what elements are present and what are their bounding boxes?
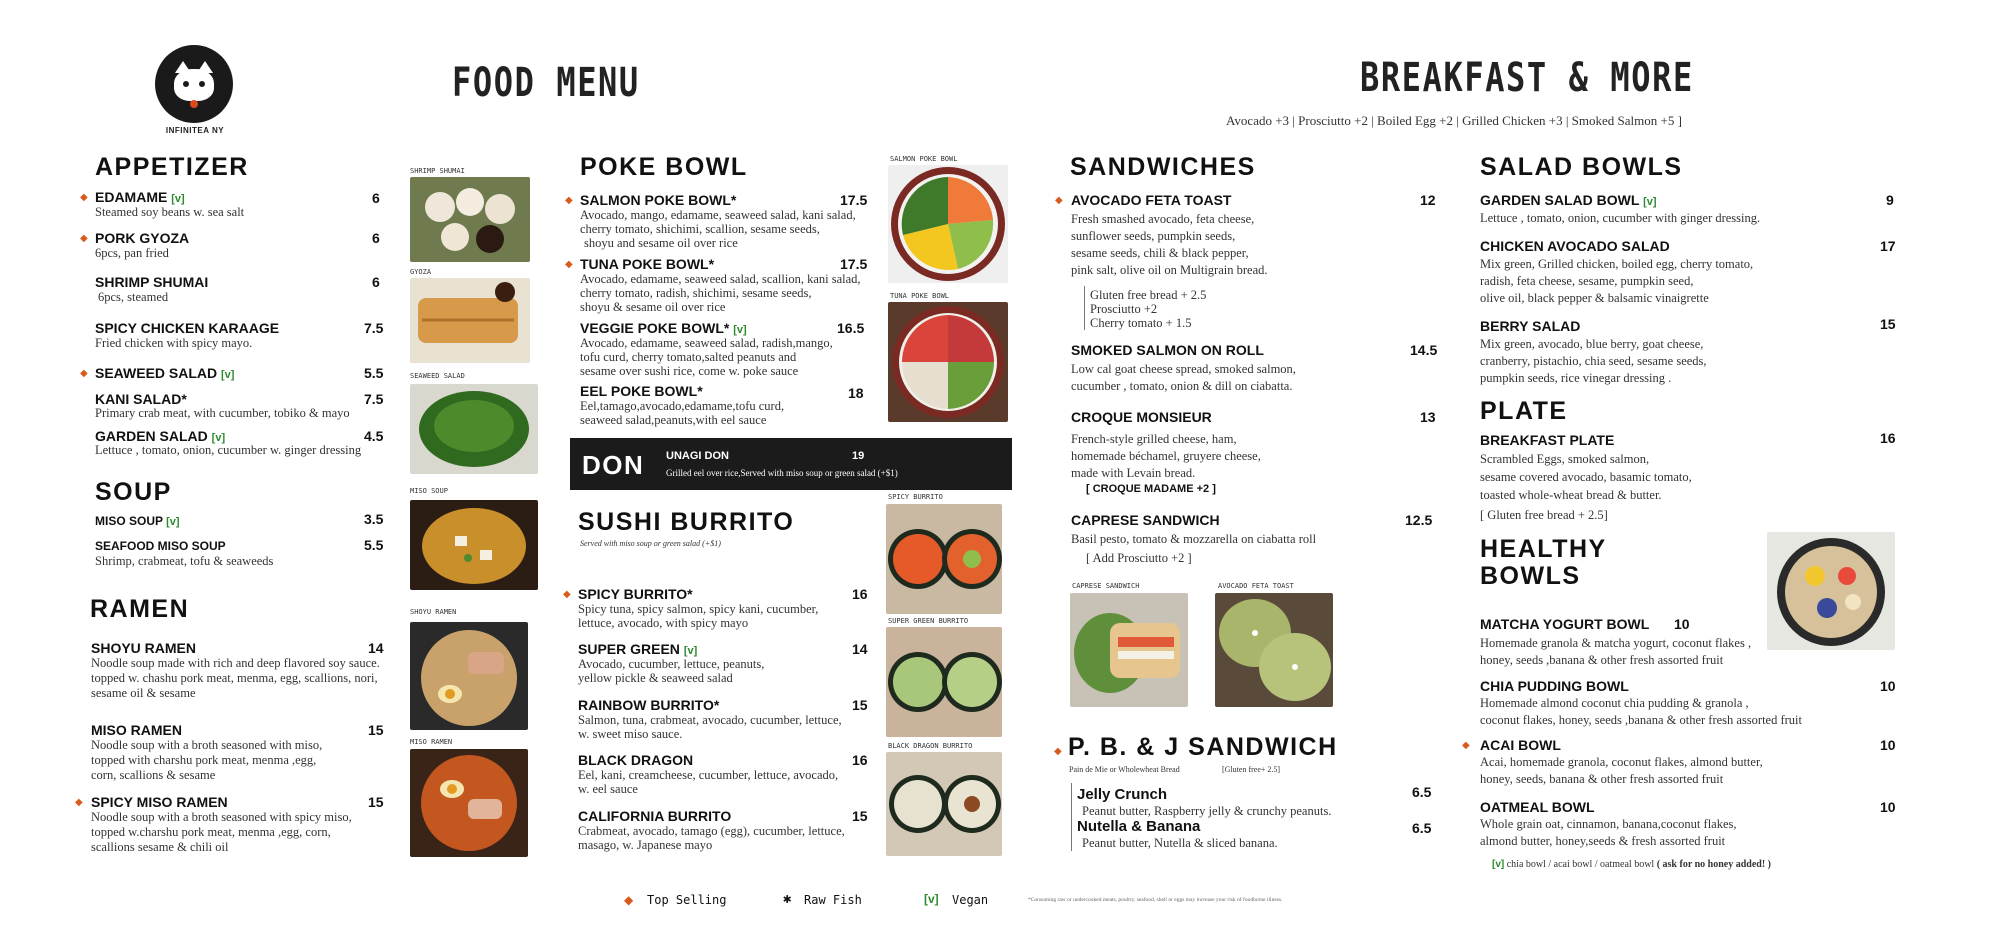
menu-item-desc: Basil pesto, tomato & mozzarella on ciabatta roll [1071, 532, 1317, 546]
menu-item-desc: corn, scallions & sesame [91, 768, 216, 782]
menu-item-desc: Spicy tuna, spicy salmon, spicy kani, cucumber, [578, 602, 819, 616]
caprese-sandwich-photo [1070, 593, 1188, 707]
photo-label: GYOZA [410, 268, 432, 276]
menu-item-name: SPICY MISO RAMEN [91, 794, 228, 810]
breakfast-title: BREAKFAST & MORE [1360, 55, 1694, 101]
menu-item-desc: Eel, kani, creamcheese, cucumber, lettuce, avocado, [578, 768, 839, 782]
pbj-bread-options: Pain de Mie or Wholewheat Bread [1069, 765, 1180, 774]
don-heading: DON [582, 450, 645, 480]
menu-item-name: CROQUE MONSIEUR [1071, 409, 1212, 425]
seaweed-salad-photo [410, 384, 538, 474]
menu-item-name: BLACK DRAGON [578, 752, 694, 768]
menu-item-price: 17.5 [840, 192, 868, 208]
menu-item-price: 14 [368, 640, 384, 656]
menu-item-name: GARDEN SALAD [v] [95, 428, 226, 444]
don-banner [570, 438, 1012, 490]
menu-item-price: 15 [852, 808, 868, 824]
salad-bowls-heading: SALAD BOWLS [1480, 153, 1683, 181]
sandwiches-heading: SANDWICHES [1070, 153, 1256, 181]
addon-option: Gluten free bread + 2.5 [1090, 288, 1207, 302]
menu-item-name: SPICY BURRITO* [578, 586, 693, 602]
menu-item-price: 7.5 [364, 391, 384, 407]
legend-top-selling: Top Selling [647, 893, 727, 907]
menu-item-name: BERRY SALAD [1480, 318, 1581, 334]
menu-item-desc: homemade béchamel, gruyere cheese, [1071, 449, 1261, 463]
cat-bell [190, 100, 198, 108]
brand-logo [155, 45, 233, 123]
menu-item-name: SHRIMP SHUMAI [95, 274, 209, 290]
menu-item-price: 12 [1420, 192, 1436, 208]
menu-item-name: PORK GYOZA [95, 230, 190, 246]
plate-heading: PLATE [1480, 397, 1568, 425]
menu-item-desc: shoyu & sesame oil over rice [580, 300, 726, 314]
menu-item-name: MISO RAMEN [91, 722, 182, 738]
menu-item-name: CHIA PUDDING BOWL [1480, 678, 1629, 694]
menu-item-desc: Lettuce , tomato, onion, cucumber with ginger dressing. [1480, 211, 1761, 225]
menu-item-desc: honey, seeds ,banana & other fresh assorted fruit [1480, 653, 1724, 667]
menu-item-desc: pumpkin seeds, rice vinegar dressing . [1480, 371, 1672, 385]
photo-label: SUPER GREEN BURRITO [888, 617, 969, 625]
menu-item-name: RAINBOW BURRITO* [578, 697, 720, 713]
menu-item-desc: olive oil, black pepper & balsamic vinaigrette [1480, 291, 1709, 305]
menu-item-desc: cherry tomato, shichimi, scallion, sesame seeds, [580, 222, 820, 236]
menu-item-desc: Primary crab meat, with cucumber, tobiko & mayo [95, 406, 350, 420]
top-selling-marker: ◆ [80, 368, 88, 379]
addon-bracket [1084, 286, 1085, 330]
photo-label: SHOYU RAMEN [410, 608, 457, 616]
menu-item-desc: tofu curd, cherry tomato,salted peanuts and [580, 350, 797, 364]
raw-food-disclaimer: *Consuming raw or undercooked meats, poultry, seafood, shell or eggs may increase your risk of foodborne illness. [1028, 897, 1283, 903]
photo-label: MISO RAMEN [410, 738, 453, 746]
menu-item-desc: Fresh smashed avocado, feta cheese, [1071, 212, 1255, 226]
addon-option: Prosciutto +2 [1090, 302, 1158, 316]
menu-item-desc: sunflower seeds, pumpkin seeds, [1071, 229, 1236, 243]
addon-option: [ Add Prosciutto +2 ] [1086, 551, 1192, 565]
sushi-burrito-heading: SUSHI BURRITO [578, 508, 795, 536]
menu-item-desc: radish, feta cheese, sesame, pumpkin seed, [1480, 274, 1694, 288]
menu-item-price: 16.5 [837, 320, 865, 336]
cat-eye-left [183, 81, 189, 87]
menu-item-name: Jelly Crunch [1077, 786, 1168, 803]
honey-note: [v] chia bowl / acai bowl / oatmeal bowl ( ask for no honey added! ) [1492, 859, 1771, 870]
menu-item-price: 6 [372, 190, 380, 206]
shoyu-ramen-photo [410, 622, 528, 730]
menu-item-desc: lettuce, avocado, with spicy mayo [578, 616, 749, 630]
menu-item-price: 17 [1880, 238, 1896, 254]
menu-item-name: CAPRESE SANDWICH [1071, 512, 1220, 528]
menu-item-desc: Avocado, edamame, seaweed salad, scallion, kani salad, [580, 272, 861, 286]
menu-item-price: 16 [1880, 430, 1896, 446]
addon-option: [ Gluten free bread + 2.5] [1480, 508, 1608, 522]
menu-item-desc: 6pcs, pan fried [95, 246, 169, 260]
menu-item-price: 9 [1886, 192, 1894, 208]
menu-item-desc: Grilled eel over rice,Served with miso soup or green salad (+$1) [666, 468, 898, 478]
spicy-burrito-photo [886, 504, 1002, 614]
addon-option: Cherry tomato + 1.5 [1090, 316, 1192, 330]
photo-label: MISO SOUP [410, 487, 448, 495]
menu-item-name: TUNA POKE BOWL* [580, 256, 715, 272]
menu-item-name: AVOCADO FETA TOAST [1071, 192, 1232, 208]
menu-item-desc: Lettuce , tomato, onion, cucumber w. ginger dressing [95, 443, 362, 457]
menu-item-desc: sesame oil & sesame [91, 686, 196, 700]
brand-name: INFINITEA NY [165, 126, 225, 135]
menu-item-desc: shoyu and sesame oil over rice [584, 236, 738, 250]
menu-item-price: 10 [1880, 678, 1896, 694]
menu-item-price: 6.5 [1412, 784, 1432, 800]
menu-item-desc: Scrambled Eggs, smoked salmon, [1480, 452, 1650, 466]
menu-item-name: GARDEN SALAD BOWL [v] [1480, 192, 1657, 208]
shrimp-shumai-photo [410, 177, 530, 262]
menu-item-desc: made with Levain bread. [1071, 466, 1196, 480]
black-dragon-burrito-photo [886, 752, 1002, 856]
legend-vegan-symbol: [v] [924, 892, 939, 906]
super-green-burrito-photo [886, 627, 1002, 737]
cat-face [174, 69, 214, 101]
legend-vegan: Vegan [952, 893, 989, 907]
menu-item-desc: Noodle soup with a broth seasoned with spicy miso, [91, 810, 352, 824]
menu-item-price: 14.5 [1410, 342, 1438, 358]
food-menu-title: FOOD MENU [452, 60, 640, 106]
menu-item-price: 13 [1420, 409, 1436, 425]
gyoza-photo [410, 278, 530, 363]
menu-item-desc: Avocado, cucumber, lettuce, peanuts, [578, 657, 765, 671]
menu-item-price: 19 [852, 450, 865, 462]
legend-top-selling-marker: ◆ [624, 893, 634, 907]
menu-item-desc: Noodle soup with a broth seasoned with miso, [91, 738, 323, 752]
menu-item-price: 3.5 [364, 511, 384, 527]
burrito-subtitle: Served with miso soup or green salad (+$1) [580, 539, 721, 548]
menu-item-desc: Avocado, edamame, seaweed salad, radish,mango, [580, 336, 833, 350]
menu-item-desc: cherry tomato, radish, shichimi, sesame seeds, [580, 286, 812, 300]
menu-item-desc: Homemade almond coconut chia pudding & granola , [1480, 696, 1749, 710]
menu-item-price: 6 [372, 230, 380, 246]
menu-item-desc: Steamed soy beans w. sea salt [95, 205, 245, 219]
menu-item-price: 15 [368, 722, 384, 738]
menu-item-desc: Mix green, avocado, blue berry, goat cheese, [1480, 337, 1704, 351]
menu-item-desc: Acai, homemade granola, coconut flakes, almond butter, [1480, 755, 1763, 769]
top-selling-marker: ◆ [565, 259, 573, 270]
menu-item-desc: cranberry, pistachio, chia seed, sesame seeds, [1480, 354, 1707, 368]
menu-item-desc: pink salt, olive oil on Multigrain bread. [1071, 263, 1268, 277]
menu-item-desc: French-style grilled cheese, ham, [1071, 432, 1237, 446]
top-selling-marker: ◆ [1462, 740, 1470, 751]
menu-item-desc: w. eel sauce [578, 782, 638, 796]
top-selling-marker: ◆ [565, 195, 573, 206]
menu-item-desc: 6pcs, steamed [98, 290, 169, 304]
poke-heading: POKE BOWL [580, 153, 748, 181]
menu-item-price: 10 [1674, 616, 1690, 632]
menu-item-name: CHICKEN AVOCADO SALAD [1480, 238, 1670, 254]
cat-eye-right [199, 81, 205, 87]
healthy-heading-line2: BOWLS [1480, 562, 1581, 590]
menu-item-price: 17.5 [840, 256, 868, 272]
menu-item-desc: sesame over sushi rice, come w. poke sauce [580, 364, 799, 378]
menu-item-price: 5.5 [364, 365, 384, 381]
menu-item-desc: honey, seeds, banana & other fresh assorted fruit [1480, 772, 1724, 786]
soup-heading: SOUP [95, 478, 172, 506]
menu-item-name: SMOKED SALMON ON ROLL [1071, 342, 1264, 358]
menu-item-name: SEAFOOD MISO SOUP [95, 539, 226, 553]
healthy-heading-line1: HEALTHY [1480, 535, 1607, 563]
menu-item-desc: Crabmeat, avocado, tamago (egg), cucumber, lettuce, [578, 824, 845, 838]
menu-item-price: 10 [1880, 737, 1896, 753]
healthy-bowl-photo [1767, 532, 1895, 650]
menu-item-desc: Avocado, mango, edamame, seaweed salad, kani salad, [580, 208, 856, 222]
menu-item-desc: w. sweet miso sauce. [578, 727, 683, 741]
menu-item-price: 15 [852, 697, 868, 713]
photo-label: SALMON POKE BOWL [890, 155, 958, 163]
menu-item-price: 16 [852, 752, 868, 768]
photo-label: TUNA POKE BOWL [890, 292, 950, 300]
menu-item-desc: cucumber , tomato, onion & dill on ciabatta. [1071, 379, 1293, 393]
menu-item-desc: Peanut butter, Raspberry jelly & crunchy peanuts. [1082, 804, 1332, 818]
menu-item-name: EEL POKE BOWL* [580, 383, 703, 399]
menu-item-desc: Salmon, tuna, crabmeat, avocado, cucumber, lettuce, [578, 713, 842, 727]
top-selling-marker: ◆ [563, 589, 571, 600]
photo-label: SPICY BURRITO [888, 493, 943, 501]
photo-label: SEAWEED SALAD [410, 372, 465, 380]
menu-item-price: 5.5 [364, 537, 384, 553]
avocado-feta-toast-photo [1215, 593, 1333, 707]
menu-item-desc: seaweed salad,peanuts,with eel sauce [580, 413, 767, 427]
menu-item-name: VEGGIE POKE BOWL* [v] [580, 320, 747, 336]
menu-item-price: 14 [852, 641, 868, 657]
menu-item-name: CALIFORNIA BURRITO [578, 808, 732, 824]
addons-line: Avocado +3 | Prosciutto +2 | Boiled Egg +2 | Grilled Chicken +3 | Smoked Salmon +5 ] [1226, 113, 1682, 128]
menu-item-price: 4.5 [364, 428, 384, 444]
menu-item-name: EDAMAME [v] [95, 189, 185, 205]
menu-item-desc: Shrimp, crabmeat, tofu & seaweeds [95, 554, 274, 568]
menu-item-desc: topped with charshu pork meat, menma ,egg, [91, 753, 317, 767]
top-selling-marker: ◆ [80, 192, 88, 203]
menu-item-desc: coconut flakes, honey, seeds ,banana & other fresh assorted fruit [1480, 713, 1802, 727]
menu-item-desc: Whole grain oat, cinnamon, banana,coconut flakes, [1480, 817, 1737, 831]
menu-item-desc: Mix green, Grilled chicken, boiled egg, cherry tomato, [1480, 257, 1754, 271]
menu-item-desc: topped w.charshu pork meat, menma ,egg, corn, [91, 825, 331, 839]
croque-madame-option: [ CROQUE MADAME +2 ] [1086, 483, 1216, 495]
top-selling-marker: ◆ [1054, 746, 1062, 757]
tuna-poke-bowl-photo [888, 302, 1008, 422]
menu-item-desc: yellow pickle & seaweed salad [578, 671, 733, 685]
menu-item-name: SPICY CHICKEN KARAAGE [95, 320, 280, 336]
photo-label: BLACK DRAGON BURRITO [888, 742, 973, 750]
menu-item-desc: scallions sesame & chili oil [91, 840, 229, 854]
salmon-poke-bowl-photo [888, 165, 1008, 283]
menu-item-desc: Eel,tamago,avocado,edamame,tofu curd, [580, 399, 785, 413]
menu-item-name: MISO SOUP [v] [95, 514, 180, 528]
ramen-heading: RAMEN [90, 595, 190, 623]
menu-item-price: 10 [1880, 799, 1896, 815]
menu-item-name: SALMON POKE BOWL* [580, 192, 737, 208]
miso-ramen-photo [410, 749, 528, 857]
menu-item-name: Nutella & Banana [1077, 818, 1201, 835]
menu-item-name: SEAWEED SALAD [v] [95, 365, 235, 381]
menu-item-price: 6.5 [1412, 820, 1432, 836]
menu-item-price: 15 [1880, 316, 1896, 332]
pbj-heading: P. B. & J SANDWICH [1068, 733, 1338, 761]
menu-item-price: 6 [372, 274, 380, 290]
top-selling-marker: ◆ [75, 797, 83, 808]
menu-item-price: 12.5 [1405, 512, 1433, 528]
menu-item-desc: sesame covered avocado, basamic tomato, [1480, 470, 1692, 484]
menu-item-price: 16 [852, 586, 868, 602]
top-selling-marker: ◆ [1055, 195, 1063, 206]
menu-item-name: MATCHA YOGURT BOWL [1480, 616, 1650, 632]
menu-item-desc: masago, w. Japanese mayo [578, 838, 713, 852]
menu-item-price: 15 [368, 794, 384, 810]
menu-item-desc: Peanut butter, Nutella & sliced banana. [1082, 836, 1278, 850]
menu-item-name: BREAKFAST PLATE [1480, 432, 1615, 448]
photo-label: AVOCADO FETA TOAST [1218, 582, 1294, 590]
menu-item-price: 7.5 [364, 320, 384, 336]
menu-item-name: SHOYU RAMEN [91, 640, 197, 656]
menu-item-desc: topped w. chashu pork meat, menma, egg, scallions, nori, [91, 671, 378, 685]
top-selling-marker: ◆ [80, 233, 88, 244]
pbj-gluten-free: [Gluten free+ 2.5] [1222, 765, 1281, 774]
menu-item-name: ACAI BOWL [1480, 737, 1561, 753]
pbj-bracket [1071, 783, 1072, 851]
menu-item-desc: sesame seeds, chili & black pepper, [1071, 246, 1249, 260]
appetizer-heading: APPETIZER [95, 153, 249, 181]
menu-item-desc: almond butter, honey,seeds & fresh assorted fruit [1480, 834, 1726, 848]
menu-item-desc: toasted whole-wheat bread & butter. [1480, 488, 1662, 502]
menu-item-desc: Low cal goat cheese spread, smoked salmon, [1071, 362, 1296, 376]
menu-item-name: SUPER GREEN [v] [578, 641, 698, 657]
legend-raw-fish: Raw Fish [804, 893, 862, 907]
miso-soup-photo [410, 500, 538, 590]
menu-item-name: UNAGI DON [666, 450, 729, 462]
menu-item-name: OATMEAL BOWL [1480, 799, 1595, 815]
menu-item-desc: Noodle soup made with rich and deep flavored soy sauce. [91, 656, 380, 670]
photo-label: CAPRESE SANDWICH [1072, 582, 1140, 590]
menu-item-price: 18 [848, 385, 864, 401]
menu-item-desc: Fried chicken with spicy mayo. [95, 336, 253, 350]
photo-label: SHRIMP SHUMAI [410, 167, 465, 175]
menu-item-desc: Homemade granola & matcha yogurt, coconut flakes , [1480, 636, 1752, 650]
legend-raw-symbol: ✱ [783, 891, 792, 907]
menu-item-name: KANI SALAD* [95, 391, 187, 407]
